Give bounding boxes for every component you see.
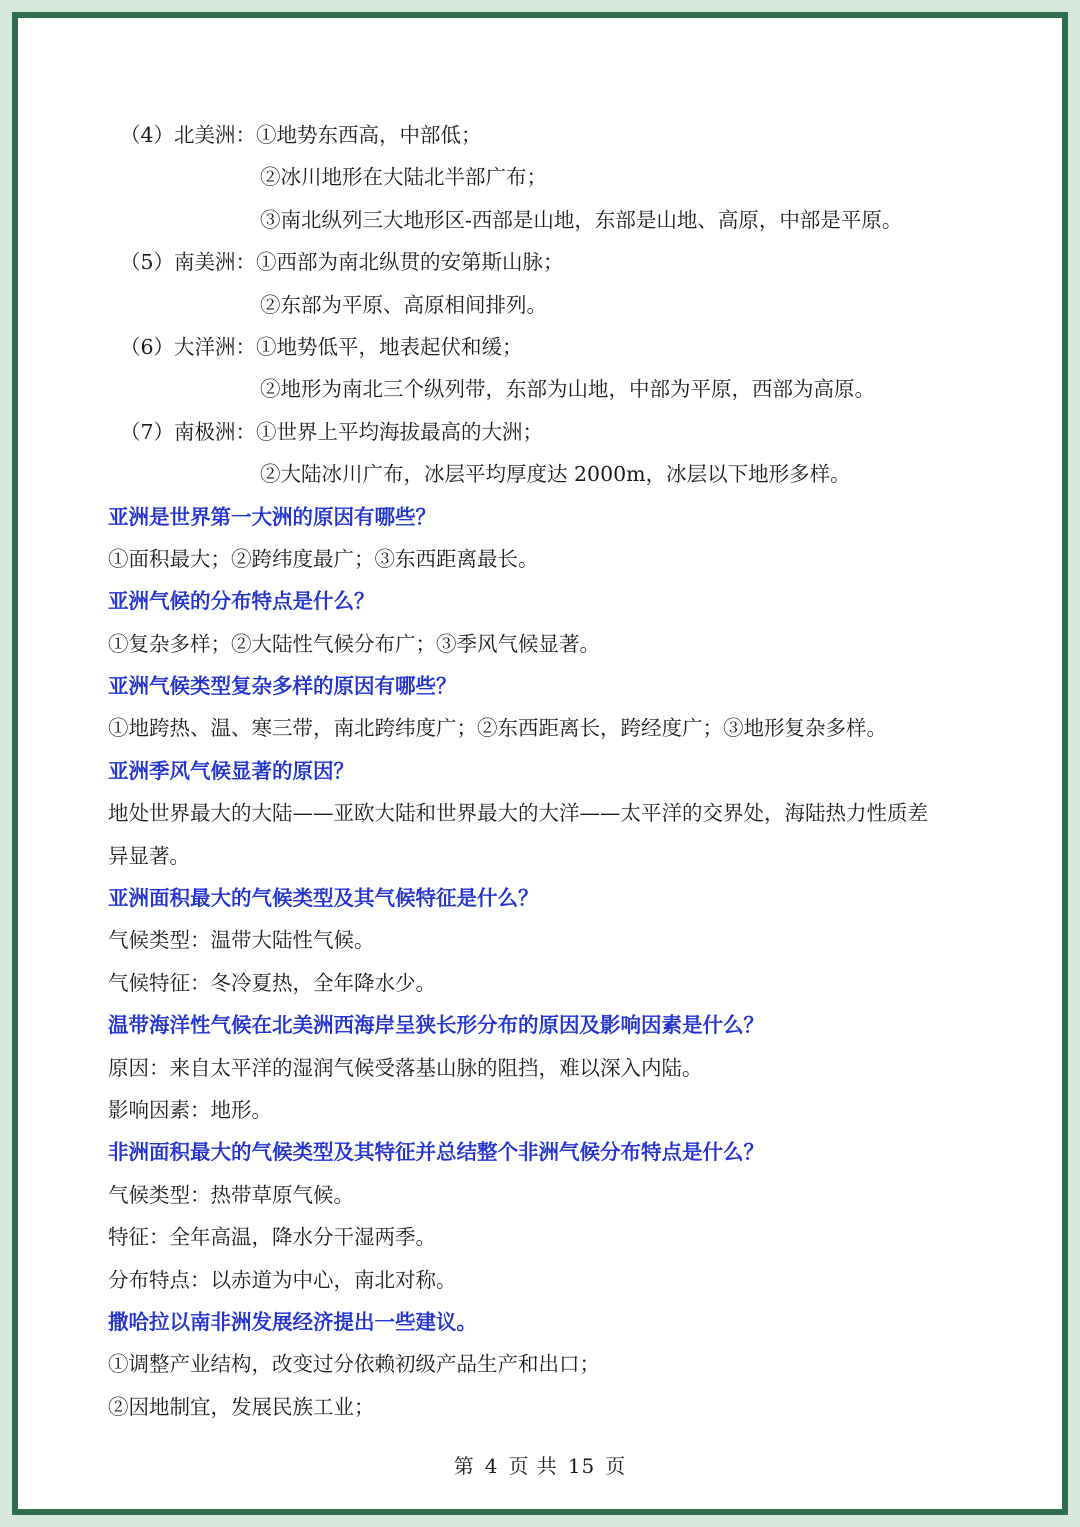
continent-line: （7）南极洲：①世界上平均海拔最高的大洲； bbox=[120, 419, 544, 444]
answer-text: 原因：来自太平洋的湿润气候受落基山脉的阻挡，难以深入内陆。 bbox=[108, 1055, 703, 1080]
answer-text: 气候类型：热带草原气候。 bbox=[108, 1182, 354, 1207]
page-number: 4 bbox=[484, 1454, 499, 1478]
continent-line: （6）大洋洲：①地势低平，地表起伏和缓； bbox=[120, 334, 523, 359]
question-heading: 亚洲面积最大的气候类型及其气候特征是什么？ bbox=[108, 886, 539, 911]
answer-text: 气候类型：温带大陆性气候。 bbox=[108, 928, 375, 953]
question-heading: 温带海洋性气候在北美洲西海岸呈狭长形分布的原因及影响因素是什么？ bbox=[108, 1013, 764, 1038]
question-heading: 非洲面积最大的气候类型及其特征并总结整个非洲气候分布特点是什么？ bbox=[108, 1140, 764, 1165]
continent-point: ②东部为平原、高原相间排列。 bbox=[260, 292, 547, 317]
answer-text: ①调整产业结构，改变过分依赖初级产品生产和出口； bbox=[108, 1352, 600, 1377]
continent-point: ②大陆冰川广布，冰层平均厚度达 2000m，冰层以下地形多样。 bbox=[260, 462, 851, 487]
page-footer: 第 4 页 共 15 页 bbox=[453, 1454, 627, 1478]
question-heading: 亚洲气候类型复杂多样的原因有哪些？ bbox=[108, 674, 457, 699]
question-heading: 亚洲季风气候显著的原因？ bbox=[108, 758, 354, 783]
page-total: 15 bbox=[567, 1454, 596, 1478]
question-heading: 亚洲气候的分布特点是什么？ bbox=[108, 589, 375, 614]
continent-point: ②冰川地形在大陆北半部广布； bbox=[260, 165, 547, 190]
page-frame bbox=[12, 12, 1068, 1515]
page-content bbox=[108, 114, 1018, 1428]
answer-text: ②因地制宜，发展民族工业； bbox=[108, 1394, 375, 1419]
continent-point: ③南北纵列三大地形区-西部是山地，东部是山地、高原，中部是平原。 bbox=[260, 207, 903, 232]
answer-text: 分布特点：以赤道为中心，南北对称。 bbox=[108, 1267, 457, 1292]
answer-text: ①地跨热、温、寒三带，南北跨纬度广；②东西距离长，跨经度广；③地形复杂多样。 bbox=[108, 716, 887, 741]
answer-text: ①复杂多样；②大陆性气候分布广；③季风气候显著。 bbox=[108, 631, 600, 656]
answer-text: 影响因素：地形。 bbox=[108, 1097, 272, 1122]
question-heading: 亚洲是世界第一大洲的原因有哪些？ bbox=[108, 504, 436, 529]
answer-text: 地处世界最大的大陆——亚欧大陆和世界最大的大洋——太平洋的交界处，海陆热力性质差 bbox=[108, 801, 928, 826]
continent-line: （4）北美洲：①地势东西高，中部低； bbox=[120, 123, 482, 147]
answer-text: 气候特征：冬冷夏热，全年降水少。 bbox=[108, 970, 436, 995]
continent-point: ②地形为南北三个纵列带，东部为山地，中部为平原，西部为高原。 bbox=[260, 377, 875, 402]
answer-text: 特征：全年高温，降水分干湿两季。 bbox=[108, 1225, 436, 1250]
answer-text: ①面积最大；②跨纬度最广；③东西距离最长。 bbox=[108, 546, 539, 571]
answer-text: 异显著。 bbox=[108, 843, 190, 868]
question-heading: 撒哈拉以南非洲发展经济提出一些建议。 bbox=[108, 1309, 477, 1334]
continent-line: （5）南美洲：①西部为南北纵贯的安第斯山脉； bbox=[120, 250, 564, 275]
